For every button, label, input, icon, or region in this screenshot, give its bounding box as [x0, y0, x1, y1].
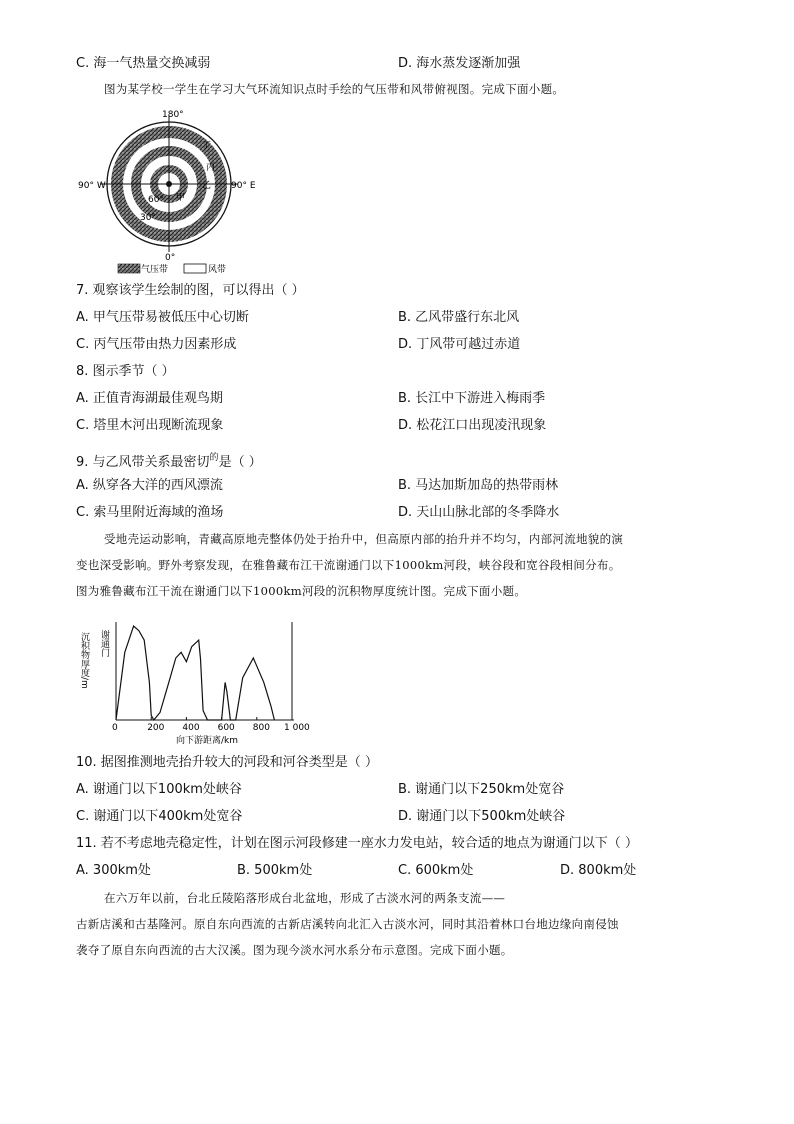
label-jia: 甲 — [176, 193, 186, 203]
label-yi: 乙 — [202, 181, 212, 191]
intro-paragraph-3-line-3: 袭夺了原自东向西流的古大汉溪。图为现今淡水河水系分布示意图。完成下面小题。 — [76, 943, 513, 957]
label-bing: 丙 — [206, 163, 216, 173]
legend-pressure-swatch — [118, 264, 140, 273]
q7-option-b: B. 乙风带盛行东北风 — [398, 310, 520, 325]
y-axis-label-text: 沉积物厚度/m — [79, 632, 89, 689]
q9-stem-post: 是（ ） — [218, 455, 262, 470]
legend-wind-label: 风带 — [208, 265, 227, 275]
intro-paragraph-3-line-2: 古新店溪和古基隆河。原自东向西流的古新店溪转向北汇入古淡水河，同时其沿着林口台地边缘向南侵蚀 — [76, 917, 619, 931]
q9-option-a: A. 纵穿各大洋的西风漂流 — [76, 478, 223, 493]
q9-stem-sup: 的 — [209, 453, 219, 463]
q11-option-d: D. 800km处 — [560, 863, 637, 878]
legend-pressure-label: 气压带 — [141, 265, 169, 275]
q8-option-a: A. 正值青海湖最佳观鸟期 — [76, 391, 223, 406]
q7-option-a: A. 甲气压带易被低压中心切断 — [76, 310, 249, 325]
intro-paragraph-2-line-2: 变也深受影响。野外考察发现，在雅鲁藏布江干流谢通门以下1000km河段，峡谷段和宽谷段相间分布。 — [76, 558, 621, 572]
label-180: 180° — [162, 110, 184, 120]
q10-option-a: A. 谢通门以下100km处峡谷 — [76, 782, 242, 797]
y-axis-label — [79, 632, 90, 689]
q10-stem: 10. 据图推测地壳抬升较大的河段和河谷类型是（ ） — [76, 755, 378, 770]
x-tick-label: 800 — [252, 723, 270, 733]
x-tick-label: 1 000 — [284, 723, 310, 733]
q9-stem-pre: 9. 与乙风带关系最密切 — [76, 455, 210, 470]
label-30: 30° — [140, 213, 156, 223]
origin-label: 谢通门 — [99, 630, 109, 657]
q7-option-c: C. 丙气压带由热力因素形成 — [76, 337, 237, 352]
q6-option-d: D. 海水蒸发逐渐加强 — [398, 56, 521, 71]
pressure-wind-belt-figure — [78, 108, 278, 278]
label-0: 0° — [165, 253, 176, 263]
label-90w: 90° W — [78, 181, 106, 191]
intro-paragraph-2-line-1: 受地壳运动影响，青藏高原地壳整体仍处于抬升中，但高原内部的抬升并不均匀，内部河流地貌的演 — [104, 532, 624, 546]
q7-stem: 7. 观察该学生绘制的图，可以得出（ ） — [76, 283, 305, 298]
x-tick-label: 400 — [182, 723, 200, 733]
q11-option-b: B. 500km处 — [237, 863, 313, 878]
q10-option-c: C. 谢通门以下400km处宽谷 — [76, 809, 243, 824]
label-60: 60° — [148, 195, 164, 205]
q8-option-c: C. 塔里木河出现断流现象 — [76, 418, 224, 433]
q7-option-d: D. 丁风带可越过赤道 — [398, 337, 521, 352]
q11-stem: 11. 若不考虑地壳稳定性，计划在图示河段修建一座水力发电站，较合适的地点为谢通门以下（ ） — [76, 836, 638, 851]
legend-wind-swatch — [184, 264, 206, 273]
q9-stem — [76, 449, 262, 472]
label-ding: 丁 — [202, 141, 212, 151]
x-tick-label: 200 — [147, 723, 165, 733]
intro-paragraph-2-line-3: 图为雅鲁藏布江干流在谢通门以下1000km河段的沉积物厚度统计图。完成下面小题。 — [76, 584, 527, 598]
x-axis-label: 向下游距离/km — [176, 736, 239, 746]
sediment-thickness-chart — [76, 616, 316, 748]
q10-option-d: D. 谢通门以下500km处峡谷 — [398, 809, 566, 824]
label-90e: 90° E — [231, 181, 256, 191]
q11-option-a: A. 300km处 — [76, 863, 151, 878]
x-tick-label: 600 — [217, 723, 235, 733]
q8-option-d: D. 松花江口出现凌汛现象 — [398, 418, 547, 433]
intro-paragraph-3-line-1: 在六万年以前，台北丘陵陷落形成台北盆地，形成了古淡水河的两条支流—— — [104, 891, 506, 905]
q10-option-b: B. 谢通门以下250km处宽谷 — [398, 782, 565, 797]
q9-option-c: C. 索马里附近海域的渔场 — [76, 505, 224, 520]
q6-option-c: C. 海一气热量交换减弱 — [76, 56, 211, 71]
q9-option-d: D. 天山山脉北部的冬季降水 — [398, 505, 560, 520]
q8-option-b: B. 长江中下游进入梅雨季 — [398, 391, 546, 406]
x-tick-label: 0 — [112, 723, 118, 733]
intro-paragraph-1: 图为某学校一学生在学习大气环流知识点时手绘的气压带和风带俯视图。完成下面小题。 — [104, 82, 565, 96]
q8-stem: 8. 图示季节（ ） — [76, 364, 175, 379]
q11-option-c: C. 600km处 — [398, 863, 474, 878]
q9-option-b: B. 马达加斯加岛的热带雨林 — [398, 478, 559, 493]
sediment-thickness-line — [116, 626, 274, 720]
